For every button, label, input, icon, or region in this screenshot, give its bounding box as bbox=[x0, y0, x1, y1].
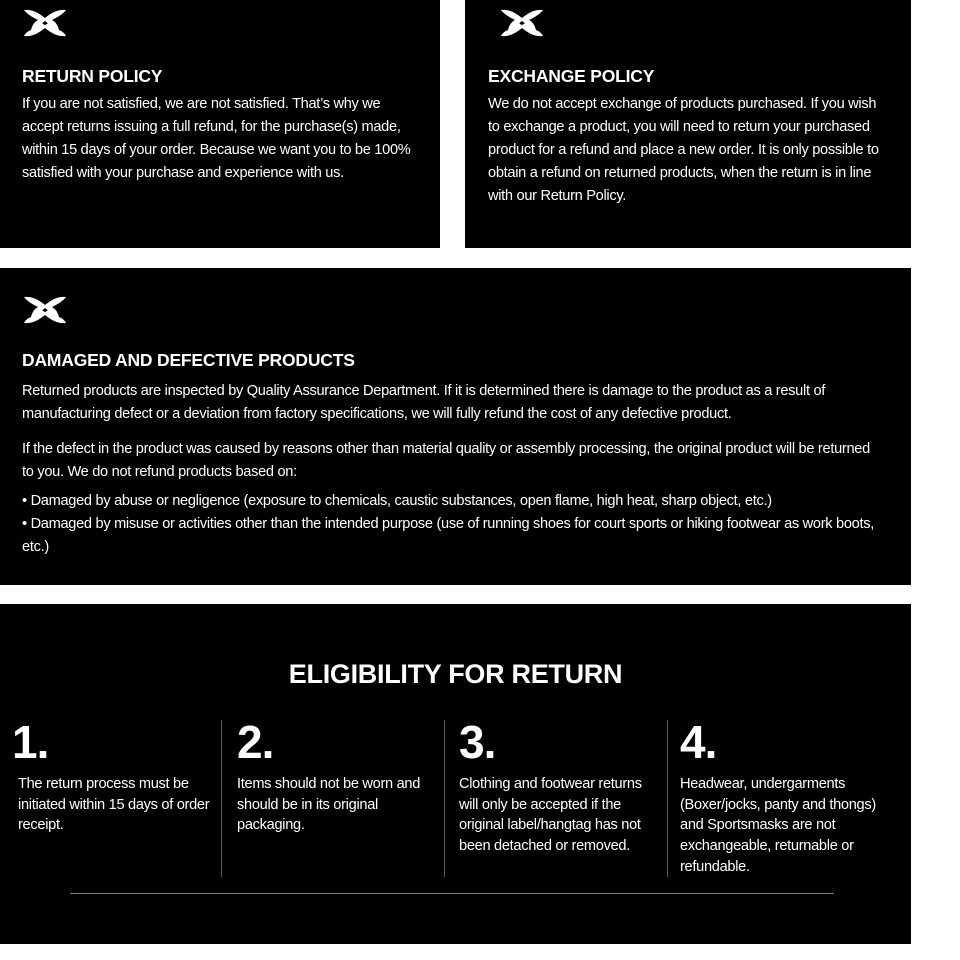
damaged-products-title: DAMAGED AND DEFECTIVE PRODUCTS bbox=[22, 350, 355, 370]
eligibility-title: ELIGIBILITY FOR RETURN bbox=[288, 659, 623, 689]
damaged-bullet-list bbox=[22, 490, 882, 559]
exchange-policy-title: EXCHANGE POLICY bbox=[488, 66, 655, 86]
exchange-policy-body: We do not accept exchange of products purchased. If you wish to exchange a product, you will need to return your purchased product for a refund and place a new order. It is only possible to obtain a refund on returned products, when the return is in line with our Return Policy. bbox=[488, 96, 879, 204]
eligibility-step-3 bbox=[459, 718, 654, 857]
step-text: Headwear, undergarments (Boxer/jocks, panty and thongs) and Sportsmasks are not exchangeable, returnable or refundable. bbox=[680, 776, 876, 875]
step-text: The return process must be initiated within 15 days of order receipt. bbox=[18, 776, 210, 834]
step-text: Items should not be worn and should be in its original packaging. bbox=[237, 776, 421, 834]
step-divider bbox=[667, 720, 668, 877]
step-number: 3. bbox=[459, 716, 496, 768]
return-policy-body: If you are not satisfied, we are not satisfied. That’s why we accept returns issuing a full refund, for the purchase(s) made, within 15 days of your order. Because we want you to be 100% satisfied with your purchase and experience with us. bbox=[22, 96, 411, 181]
damaged-products-panel bbox=[0, 268, 911, 585]
return-policy-panel bbox=[0, 0, 440, 248]
bottom-divider bbox=[70, 893, 834, 894]
under-armour-logo-icon bbox=[499, 9, 545, 37]
step-number: 2. bbox=[237, 716, 274, 768]
step-divider bbox=[444, 720, 445, 877]
return-policy-title: RETURN POLICY bbox=[22, 66, 163, 86]
damaged-paragraph-2: If the defect in the product was caused by reasons other than material quality or assembly processing, the original product will be returned to you. We do not refund products based on: bbox=[22, 441, 870, 480]
step-divider bbox=[221, 720, 222, 877]
under-armour-logo-icon bbox=[22, 9, 68, 37]
eligibility-step-4 bbox=[680, 718, 880, 878]
step-number: 4. bbox=[680, 716, 717, 768]
step-text: Clothing and footwear returns will only be accepted if the original label/hangtag has not been detached or removed. bbox=[459, 776, 642, 855]
list-item: • Damaged by misuse or activities other than the intended purpose (use of running shoes for court sports or hiking footwear as work boots, etc.) bbox=[22, 516, 874, 555]
damaged-paragraph-1: Returned products are inspected by Quality Assurance Department. If it is determined there is damage to the product as a result of manufacturing defect or a deviation from factory specifications, we will fully refund the cost of any defective product. bbox=[22, 383, 826, 422]
eligibility-step-2 bbox=[237, 718, 427, 836]
list-item: • Damaged by abuse or negligence (exposure to chemicals, caustic substances, open flame, high heat, sharp object, etc.) bbox=[22, 493, 772, 509]
step-number: 1. bbox=[12, 716, 49, 768]
eligibility-step-1 bbox=[12, 718, 212, 836]
exchange-policy-panel bbox=[465, 0, 911, 248]
under-armour-logo-icon bbox=[22, 296, 68, 324]
